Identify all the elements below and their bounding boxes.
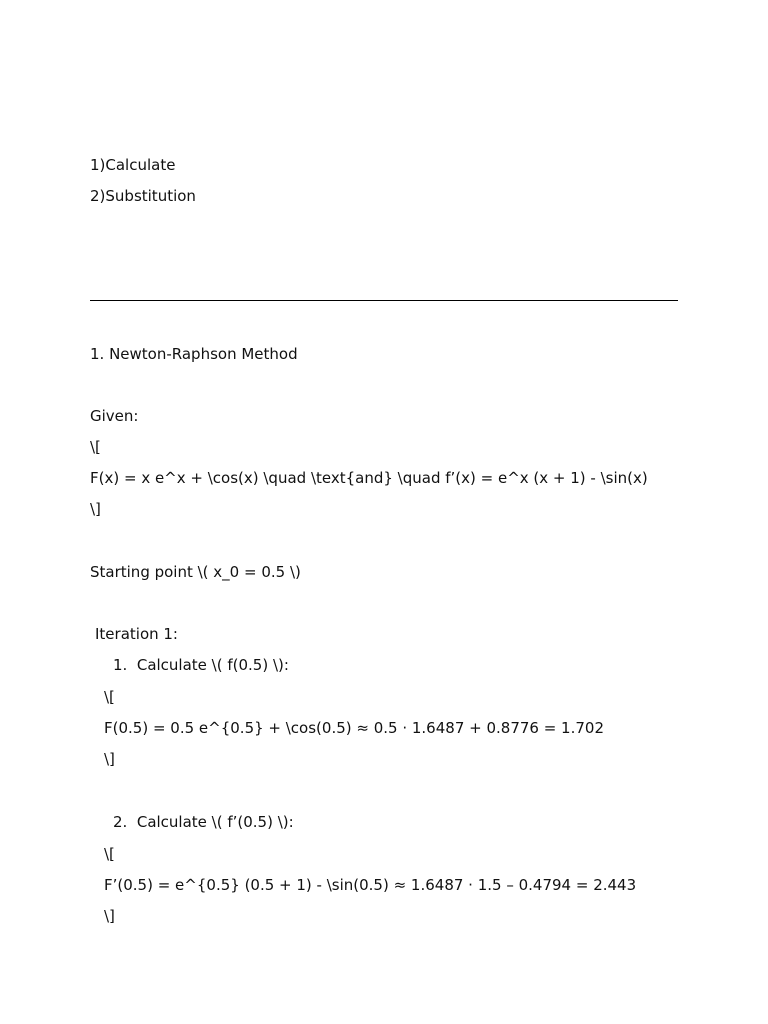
step1-open-bracket: \[ bbox=[104, 688, 115, 706]
step2-equation: F’(0.5) = e^{0.5} (0.5 + 1) - \sin(0.5) ≈ 1.6487 · 1.5 – 0.4794 = 2.443 bbox=[104, 876, 637, 894]
given-label: Given: bbox=[90, 407, 139, 425]
toc-item-calculate: 1)Calculate bbox=[90, 156, 176, 174]
horizontal-divider bbox=[90, 300, 678, 301]
starting-point: Starting point \( x_0 = 0.5 \) bbox=[90, 563, 301, 581]
step1-close-bracket: \] bbox=[104, 750, 115, 768]
step1-equation: F(0.5) = 0.5 e^{0.5} + \cos(0.5) ≈ 0.5 · 1.6487 + 0.8776 = 1.702 bbox=[104, 719, 604, 737]
toc-item-substitution: 2)Substitution bbox=[90, 187, 196, 205]
step2-close-bracket: \] bbox=[104, 907, 115, 925]
iteration-title: Iteration 1: bbox=[95, 625, 178, 643]
equation-close-bracket: \] bbox=[90, 500, 101, 518]
step2-label: 2. Calculate \( f’(0.5) \): bbox=[113, 813, 294, 831]
step1-label: 1. Calculate \( f(0.5) \): bbox=[113, 656, 289, 674]
section-title: 1. Newton-Raphson Method bbox=[90, 345, 298, 363]
equation-open-bracket: \[ bbox=[90, 438, 101, 456]
given-equation: F(x) = x e^x + \cos(x) \quad \text{and} \quad f’(x) = e^x (x + 1) - \sin(x) bbox=[90, 469, 648, 487]
step2-open-bracket: \[ bbox=[104, 845, 115, 863]
